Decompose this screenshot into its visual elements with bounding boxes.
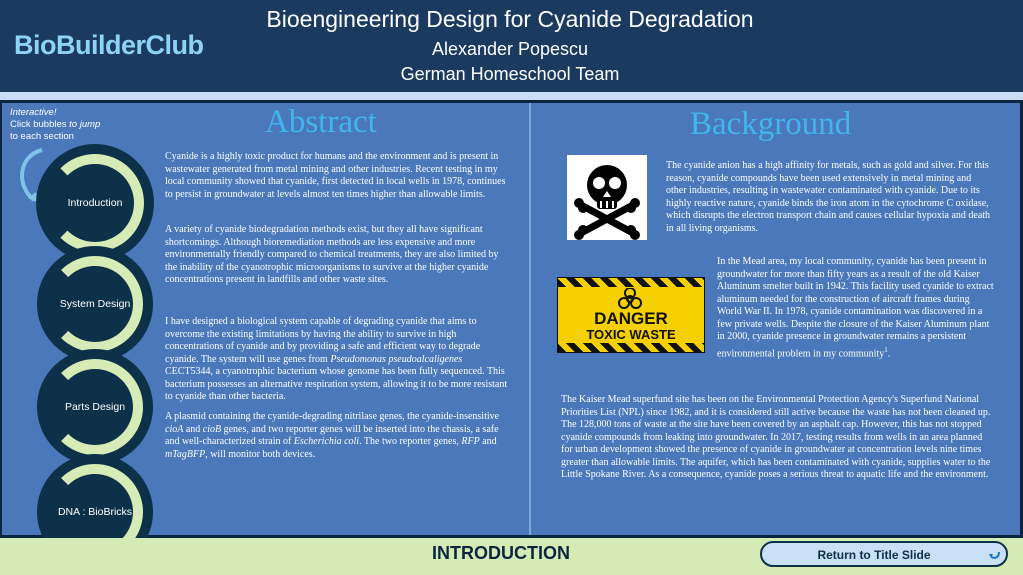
poster-title: Bioengineering Design for Cyanide Degradation [266,6,754,32]
column-divider [529,103,531,535]
background-paragraph-1: The cyanide anion has a high affinity for metals, such as gold and silver. For this reason, cyanide compounds have been used extensively in metal mining and other industries, resulting in wastewater contaminated with cyanide. Due to its highly reactive nature, cyanide binds the iron atom in the cytochrome C oxidase, which disrupts the electron transport chain and causes cellular hypoxia and death in all living organisms. [666,160,991,234]
abstract-paragraph-1: Cyanide is a highly toxic product for humans and the environment and is present in wastewater generated from metal mining and other industries. Recent testing in my local community showed that cyanide, first detected in local wells in 1978, continues to persist in groundwater at levels almost ten times higher than allowable limits. [165,151,506,200]
nav-bubble-system-design[interactable] [37,246,153,362]
biohazard-icon [617,288,643,310]
hint-line3: to each section [10,131,74,142]
return-arrow-icon [988,548,1002,562]
abstract-p4-text-a: A plasmid containing the cyanide-degrading nitrilase genes, the cyanide-insensitive [165,411,500,422]
nav-bubble-label: DNA : BioBricks [57,506,133,518]
return-button-label: Return to Title Slide [817,548,931,562]
reporter-rfp: RFP [461,436,480,447]
background-p2-text: In the Mead area, my local community, cyanide has been present in groundwater for more than fifty years as a result of the old Kaiser Aluminum smelter built in 1942. This facility used cyanide to extract aluminum needed for the construction of aircraft frames during World War II. In 1978, cyanide contamination was discovered in a few private wells. Despite the closure of the Kaiser Aluminum plant in 2000, cyanide presence in groundwater remains a persistent environmental problem in my community [717,256,994,359]
abstract-paragraph-3 [165,316,510,404]
return-to-title-button[interactable] [760,541,1008,567]
abstract-p4-and2: and [479,436,497,447]
abstract-paragraph-4 [165,411,510,461]
background-paragraph-3: The Kaiser Mead superfund site has been on the Environmental Protection Agency's Superfund National Priorities List (NPL) since 1982, and it is considered still active because the waste has not been cleaned up. The 128,000 tons of waste at the site have been covered by an asphalt cap. However, this has not stopped cyanide compounds from leaking into groundwater. In 2017, testing results from wells in an area planned for urban development showed the presence of cyanide in groundwater at concentration levels nine times greater than allowable limits. The aquifer, which has been contaminated with cyanide, supplies water to the Little Spokane River. As a consequence, cyanide poses a serious threat to aquatic life and the environment. [561,394,991,480]
biobuilder-logo: BioBuilderClub [14,30,204,60]
author-name: Alexander Popescu [431,39,589,59]
chassis-name: Escherichia coli [293,436,360,447]
hazard-stripes [558,343,704,352]
abstract-p4-text-d: , will monitor both devices. [205,448,316,460]
interactive-hint [10,107,120,143]
abstract-paragraph-2: A variety of cyanide biodegradation methods exist, but they all have significant shortcomings. Although bioremediation methods are less expensive and more environmentally friendly compared to chemical treatments, they are also limited by the inability of the cyanotrophic microorganisms to survive at the higher cyanide concentrations present in landfills and other waste sites. [165,224,499,285]
abstract-p4-text-c: . The two reporter genes, [359,436,462,447]
abstract-p3-text-a: I have designed a biological system capable of degrading cyanide that aims to overcome the existing limitations by having the ability to survive in high concentrations of cyanide and by providing a safe and efficient way to degrade cyanide. The system will use genes from [165,316,481,365]
skull-crossbones-icon [567,155,647,240]
header-divider [0,92,1023,100]
nav-bubble-label: Parts Design [64,401,126,413]
gene-ciob: cioB [202,423,222,435]
gene-cioa: cioA [165,423,184,435]
nav-bubble-parts-design[interactable] [37,349,153,465]
hazard-stripes [558,278,704,287]
danger-sign-line1: DANGER [594,309,668,328]
nav-bubble-label: Introduction [67,197,123,209]
footnote-marker: 1 [884,345,888,354]
reporter-mtagbfp: mTagBFP [165,448,206,460]
danger-sign-line2: TOXIC WASTE [586,327,676,342]
background-heading: Background [690,106,852,142]
background-p2-end: . [887,347,891,359]
abstract-heading: Abstract [265,104,377,140]
hint-line1: Interactive! [10,107,57,118]
hint-line2: Click bubbles [10,119,70,130]
nav-bubble-label: System Design [59,298,131,310]
abstract-p4-and: and [183,423,203,435]
abstract-p3-text-b: CECT5344, a cyanotrophic bacterium whose genome has been fully sequenced. This bacterium possesses an alternative respiration system, allowing it to be more resistant to cyanide than other bacteria. [165,366,508,402]
current-section-label: INTRODUCTION [432,543,570,563]
danger-sign-image [557,277,705,353]
hint-line2-italic: to jump [69,119,101,130]
species-name: Pseudomonas pseudoalcaligenes [330,353,463,365]
nav-bubble-introduction[interactable] [36,144,154,262]
abstract-p4-text-b: genes, and two reporter genes will be inserted into the chassis, a safe and well-characterized strain of [165,423,499,447]
skull-image [567,155,647,240]
background-paragraph-2 [717,256,995,360]
team-name: German Homeschool Team [400,64,620,84]
